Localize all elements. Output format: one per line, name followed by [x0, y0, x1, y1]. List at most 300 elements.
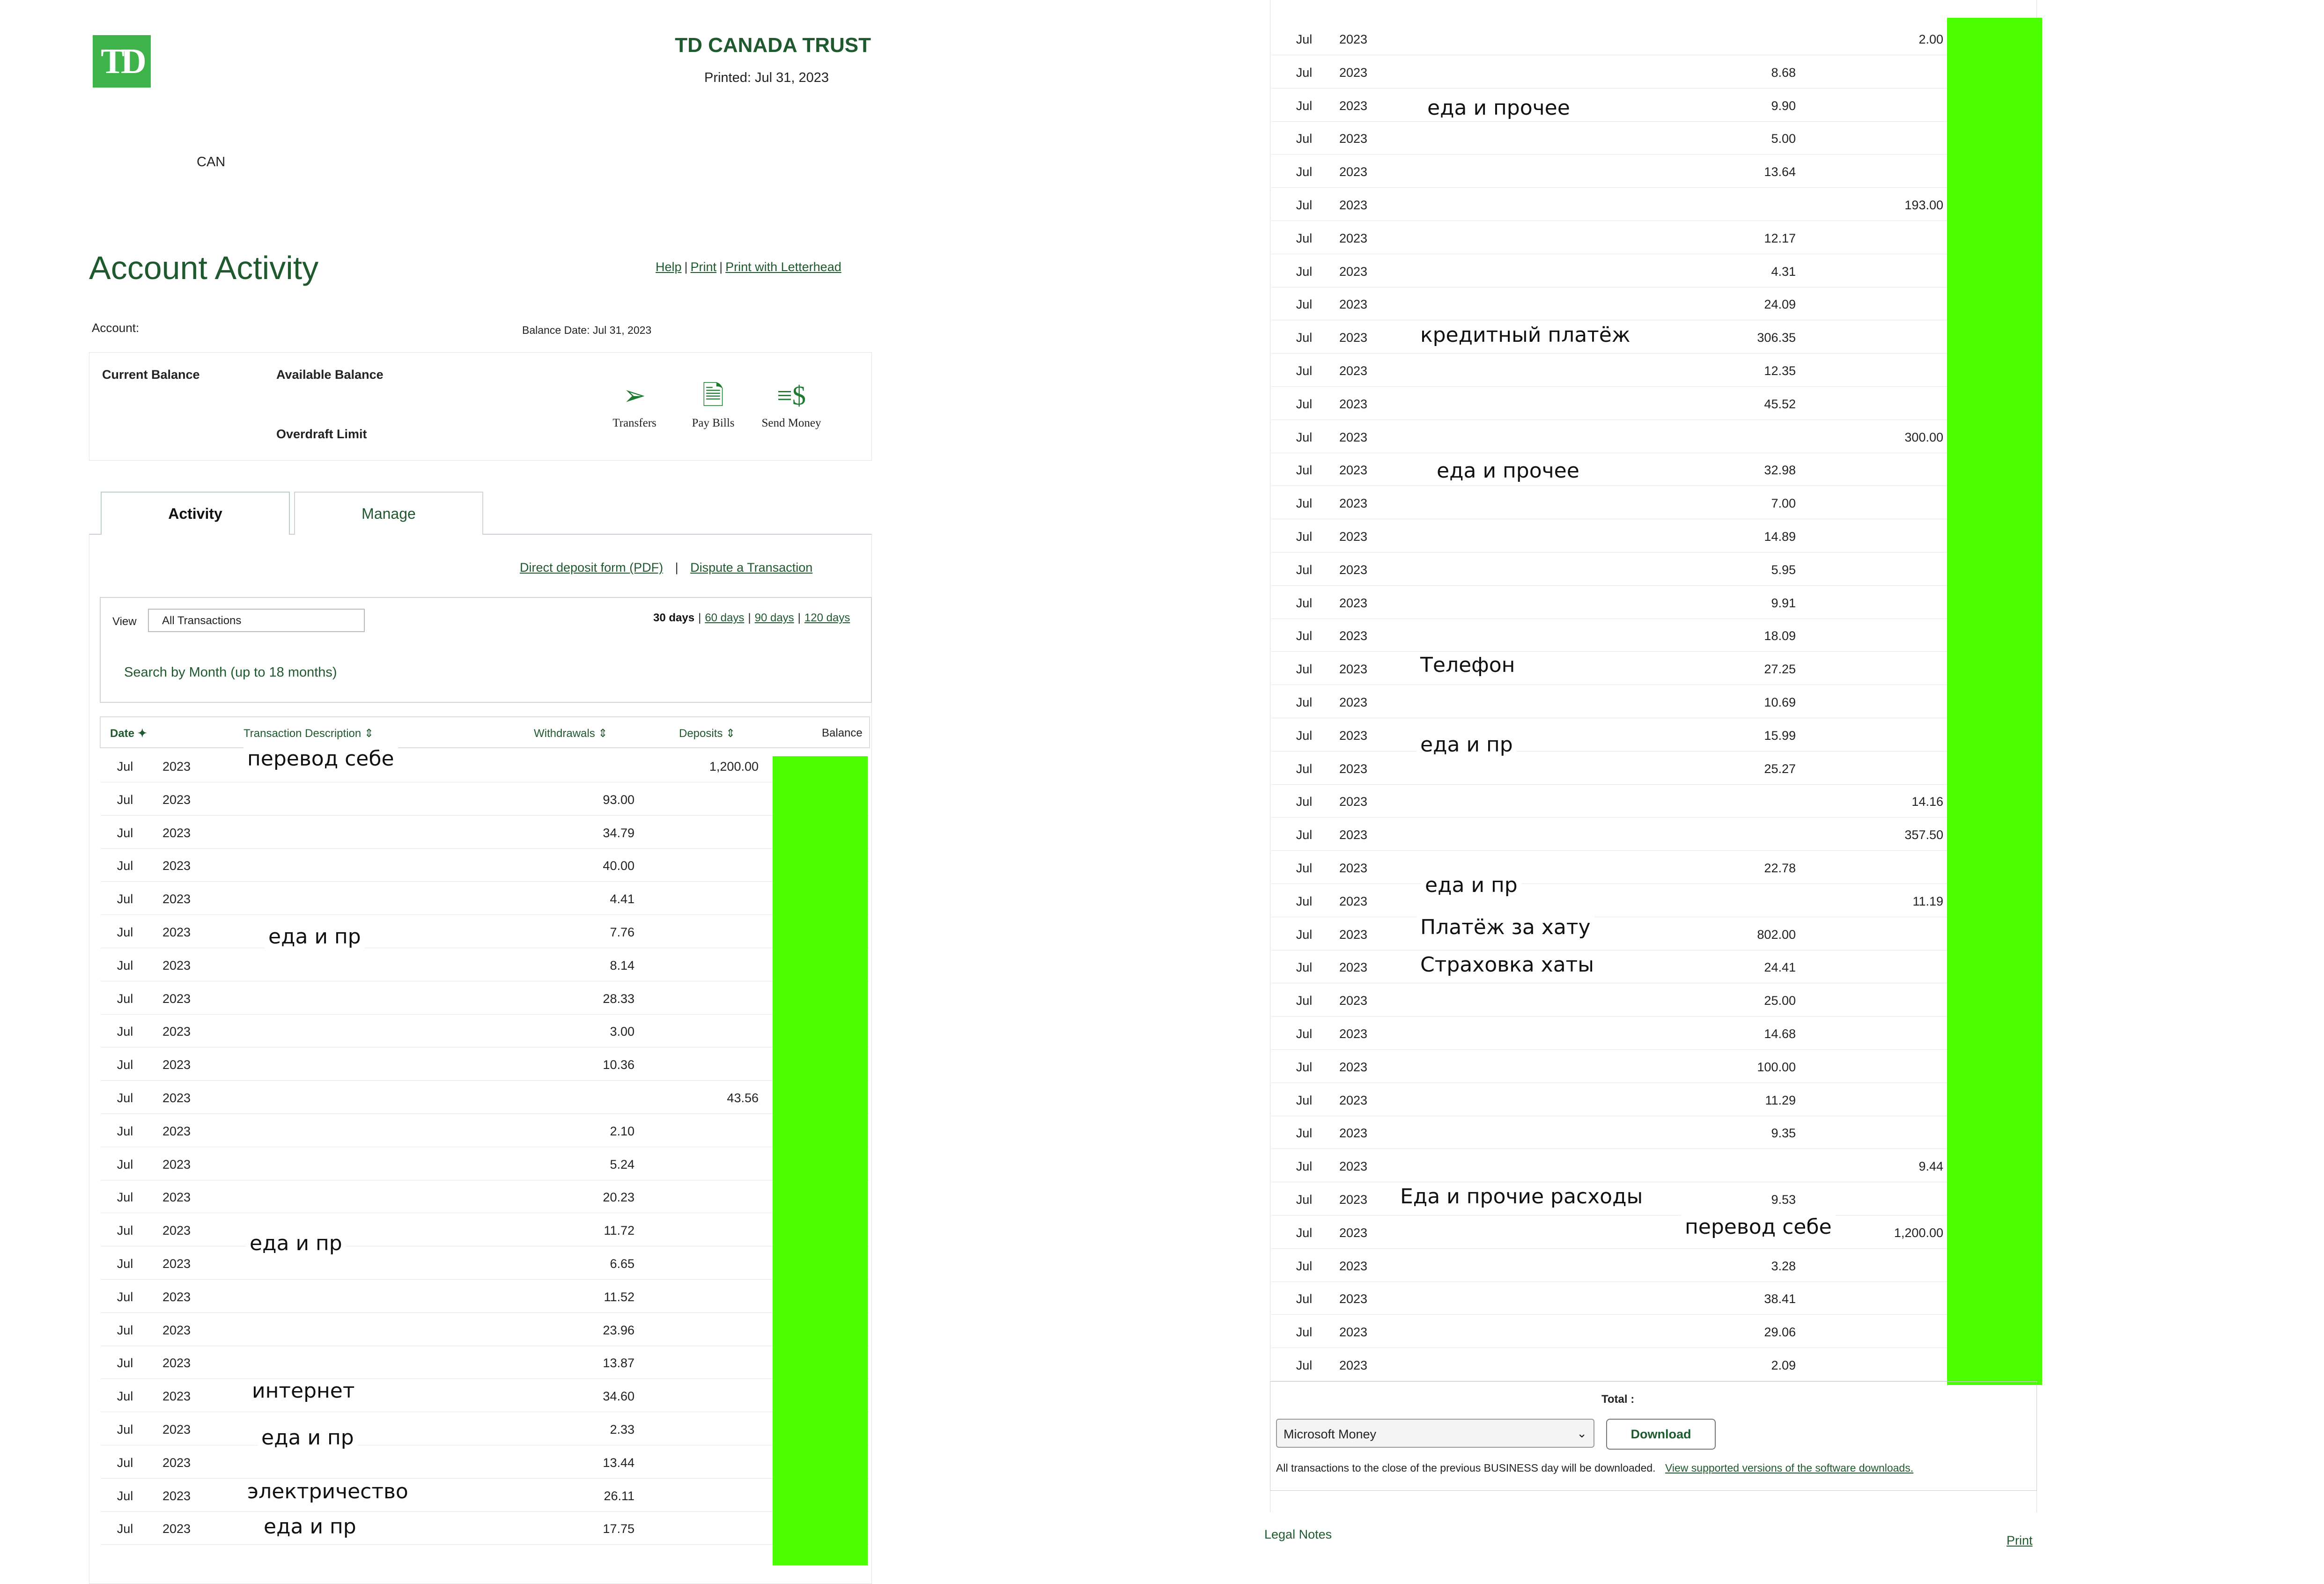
- table-row: [1271, 553, 2039, 586]
- row-year: 2023: [162, 1323, 191, 1337]
- row-deposit: 357.50: [1904, 828, 1943, 842]
- row-year: 2023: [1339, 364, 1368, 378]
- balance-summary: [89, 352, 872, 461]
- row-year: 2023: [1339, 1292, 1368, 1306]
- row-withdrawal: 5.95: [1771, 562, 1796, 577]
- row-month: Jul: [1296, 231, 1313, 245]
- annotation-label: Телефон: [1417, 653, 1519, 677]
- send-icon: ➢: [623, 380, 646, 411]
- table-row: [1271, 188, 2039, 221]
- row-month: Jul: [117, 892, 133, 906]
- chevron-down-icon: ⌄: [1577, 1426, 1587, 1440]
- table-row: [101, 1081, 869, 1114]
- send-money-action[interactable]: [756, 375, 826, 430]
- row-year: 2023: [1339, 530, 1368, 544]
- row-month: Jul: [1296, 861, 1313, 875]
- days-120[interactable]: 120 days: [804, 611, 850, 624]
- transfers-action[interactable]: [599, 375, 670, 430]
- send-money-label: Send Money: [761, 417, 821, 429]
- row-month: Jul: [117, 1024, 133, 1039]
- row-year: 2023: [162, 1356, 191, 1370]
- table-row: [1271, 22, 2039, 55]
- annotation-label: еда и пр: [1421, 873, 1521, 897]
- table-row: [1271, 354, 2039, 387]
- row-year: 2023: [162, 1024, 191, 1039]
- row-deposit: 193.00: [1904, 198, 1943, 212]
- table-row: [1271, 155, 2039, 188]
- row-year: 2023: [162, 1091, 191, 1105]
- row-month: Jul: [1296, 463, 1313, 478]
- row-withdrawal: 12.35: [1764, 364, 1796, 378]
- table-row: [1271, 818, 2039, 851]
- col-withdrawals[interactable]: Withdrawals ⇕: [534, 727, 608, 740]
- dispute-link[interactable]: Dispute a Transaction: [690, 560, 813, 575]
- row-withdrawal: 23.96: [603, 1323, 634, 1337]
- row-withdrawal: 29.06: [1764, 1325, 1796, 1340]
- col-deposits[interactable]: Deposits ⇕: [679, 727, 736, 740]
- total-label: Total :: [1601, 1393, 1635, 1406]
- row-withdrawal: 13.44: [603, 1455, 634, 1470]
- row-month: Jul: [1296, 728, 1313, 743]
- row-month: Jul: [1296, 994, 1313, 1008]
- row-withdrawal: 6.65: [610, 1257, 634, 1271]
- row-year: 2023: [1339, 828, 1368, 842]
- row-year: 2023: [1339, 1126, 1368, 1141]
- send-money-icon: ≡$: [777, 380, 806, 411]
- row-month: Jul: [1296, 1225, 1313, 1240]
- row-year: 2023: [1339, 695, 1368, 709]
- download-format-value: Microsoft Money: [1284, 1427, 1377, 1441]
- row-year: 2023: [1339, 331, 1368, 345]
- row-year: 2023: [162, 1058, 191, 1072]
- table-row: [1271, 287, 2039, 320]
- transfers-label: Transfers: [612, 417, 657, 429]
- table-row: [101, 1047, 869, 1081]
- row-year: 2023: [162, 958, 191, 973]
- row-year: 2023: [162, 1522, 191, 1536]
- row-year: 2023: [1339, 132, 1368, 146]
- bill-icon: 🗎: [702, 380, 724, 411]
- row-withdrawal: 10.69: [1764, 695, 1796, 709]
- row-year: 2023: [162, 1124, 191, 1138]
- row-deposit: 300.00: [1904, 430, 1943, 444]
- table-row: [1271, 884, 2039, 917]
- help-link[interactable]: Help: [656, 260, 682, 274]
- table-row: [101, 1346, 869, 1379]
- row-withdrawal: 7.76: [610, 925, 634, 939]
- row-month: Jul: [1296, 1060, 1313, 1074]
- row-withdrawal: 3.00: [610, 1024, 634, 1039]
- row-month: Jul: [117, 1455, 133, 1470]
- row-month: Jul: [1296, 165, 1313, 179]
- row-withdrawal: 2.09: [1771, 1358, 1796, 1372]
- row-deposit: 43.56: [727, 1091, 759, 1105]
- row-month: Jul: [1296, 596, 1313, 610]
- row-deposit: 2.00: [1918, 32, 1943, 46]
- print-link[interactable]: Print: [690, 260, 717, 274]
- row-month: Jul: [1296, 1126, 1313, 1141]
- balance-date: Balance Date: Jul 31, 2023: [522, 324, 652, 336]
- direct-deposit-link[interactable]: Direct deposit form (PDF): [520, 560, 664, 575]
- table-row: [1271, 387, 2039, 420]
- row-withdrawal: 34.60: [603, 1389, 634, 1404]
- page-title: Account Activity: [89, 250, 319, 286]
- row-withdrawal: 45.52: [1764, 397, 1796, 411]
- col-balance: Balance: [822, 727, 863, 739]
- annotation-label: Еда и прочие расходы: [1396, 1185, 1646, 1208]
- row-year: 2023: [162, 991, 191, 1006]
- row-deposit: 1,200.00: [709, 759, 759, 774]
- row-withdrawal: 8.68: [1771, 65, 1796, 80]
- row-withdrawal: 4.31: [1771, 264, 1796, 279]
- row-withdrawal: 26.11: [604, 1488, 634, 1503]
- row-year: 2023: [1339, 165, 1368, 179]
- row-month: Jul: [1296, 795, 1313, 809]
- row-withdrawal: 8.14: [610, 958, 634, 973]
- row-month: Jul: [117, 1124, 133, 1138]
- row-month: Jul: [1296, 828, 1313, 842]
- row-year: 2023: [1339, 1225, 1368, 1240]
- row-withdrawal: 14.89: [1764, 530, 1796, 544]
- available-balance-label: Available Balance: [276, 368, 384, 382]
- table-row: [1271, 121, 2039, 155]
- row-month: Jul: [1296, 629, 1313, 643]
- row-year: 2023: [1339, 397, 1368, 411]
- table-row: [101, 816, 869, 849]
- table-row: [1271, 1249, 2039, 1282]
- days-filter: 30 days | 60 days | 90 days | 120 days: [653, 611, 850, 624]
- row-deposit: 1,200.00: [1894, 1225, 1943, 1240]
- row-month: Jul: [117, 859, 133, 873]
- row-month: Jul: [117, 1356, 133, 1370]
- row-year: 2023: [162, 1488, 191, 1503]
- row-month: Jul: [117, 1323, 133, 1337]
- row-month: Jul: [117, 1389, 133, 1404]
- table-row: [1271, 519, 2039, 553]
- table-row: [1271, 453, 2039, 486]
- table-row: [101, 1280, 869, 1313]
- row-withdrawal: 11.72: [604, 1223, 634, 1238]
- row-year: 2023: [1339, 795, 1368, 809]
- row-month: Jul: [1296, 761, 1313, 776]
- row-withdrawal: 34.79: [603, 825, 634, 840]
- row-month: Jul: [1296, 695, 1313, 709]
- balance-redaction-right: [1947, 18, 2042, 1385]
- table-row: [1271, 652, 2039, 685]
- table-row: [101, 915, 869, 948]
- table-row: [1271, 586, 2039, 619]
- row-year: 2023: [1339, 861, 1368, 875]
- row-withdrawal: 25.27: [1764, 761, 1796, 776]
- tab-activity[interactable]: Activity: [101, 492, 290, 535]
- panel-links: Direct deposit form (PDF) | Dispute a Transaction: [520, 560, 813, 575]
- table-row: [101, 948, 869, 981]
- row-withdrawal: 24.09: [1764, 297, 1796, 312]
- supported-versions-link[interactable]: View supported versions of the software downloads.: [1665, 1462, 1914, 1474]
- annotation-label: перевод себе: [1681, 1215, 1836, 1239]
- row-month: Jul: [117, 991, 133, 1006]
- row-withdrawal: 10.36: [603, 1058, 634, 1072]
- table-row: [1271, 718, 2039, 751]
- annotation-label: еда и пр: [246, 1231, 346, 1255]
- row-year: 2023: [162, 892, 191, 906]
- row-withdrawal: 100.00: [1757, 1060, 1796, 1074]
- row-year: 2023: [1339, 32, 1368, 46]
- row-withdrawal: 93.00: [603, 792, 634, 807]
- account-label: Account:: [92, 321, 140, 335]
- annotation-label: перевод себе: [243, 747, 398, 771]
- table-row: [101, 848, 869, 882]
- row-withdrawal: 20.23: [603, 1190, 634, 1205]
- row-year: 2023: [1339, 1027, 1368, 1041]
- annotation-label: еда и пр: [265, 925, 365, 949]
- row-year: 2023: [1339, 960, 1368, 975]
- table-row: [101, 1246, 869, 1280]
- row-month: Jul: [117, 1190, 133, 1205]
- annotation-label: кредитный платёж: [1417, 323, 1634, 347]
- row-withdrawal: 22.78: [1764, 861, 1796, 875]
- row-withdrawal: 4.41: [610, 892, 634, 906]
- row-withdrawal: 18.09: [1764, 629, 1796, 643]
- row-year: 2023: [162, 1389, 191, 1404]
- row-month: Jul: [117, 1522, 133, 1536]
- table-row: [1271, 1017, 2039, 1050]
- col-date[interactable]: Date ✦: [110, 727, 147, 740]
- annotation-label: еда и прочее: [1433, 459, 1583, 483]
- row-year: 2023: [162, 825, 191, 840]
- row-year: 2023: [1339, 496, 1368, 511]
- annotation-label: Платёж за хату: [1417, 915, 1594, 939]
- row-year: 2023: [162, 1190, 191, 1205]
- annotation-label: еда и пр: [260, 1515, 360, 1539]
- table-row: [1271, 221, 2039, 254]
- table-row: [101, 1147, 869, 1180]
- row-month: Jul: [1296, 927, 1313, 942]
- table-row: [1271, 950, 2039, 983]
- table-row: [101, 1445, 869, 1479]
- row-withdrawal: 15.99: [1764, 728, 1796, 743]
- row-year: 2023: [1339, 430, 1368, 444]
- table-row: [101, 1511, 869, 1545]
- table-row: [101, 1114, 869, 1147]
- row-year: 2023: [1339, 65, 1368, 80]
- bank-name: TD CANADA TRUST: [675, 34, 871, 57]
- row-withdrawal: 13.87: [603, 1356, 634, 1370]
- table-row: [101, 1412, 869, 1445]
- row-month: Jul: [1296, 430, 1313, 444]
- row-year: 2023: [1339, 98, 1368, 113]
- table-row: [101, 749, 869, 782]
- row-month: Jul: [1296, 198, 1313, 212]
- row-year: 2023: [1339, 1093, 1368, 1107]
- tab-manage[interactable]: Manage: [294, 492, 483, 535]
- view-select[interactable]: All Transactions: [148, 609, 365, 632]
- annotation-label: еда и пр: [258, 1426, 358, 1450]
- table-row: [1271, 751, 2039, 785]
- row-month: Jul: [1296, 1159, 1313, 1174]
- row-year: 2023: [162, 925, 191, 939]
- row-year: 2023: [162, 1455, 191, 1470]
- table-row: [1271, 983, 2039, 1017]
- row-year: 2023: [1339, 231, 1368, 245]
- row-month: Jul: [117, 1223, 133, 1238]
- current-balance-label: Current Balance: [102, 368, 200, 382]
- row-year: 2023: [1339, 1259, 1368, 1273]
- days-60[interactable]: 60 days: [705, 611, 745, 624]
- table-row: [101, 1180, 869, 1213]
- download-note: [1276, 1462, 1913, 1474]
- table-row: [1271, 784, 2039, 818]
- row-withdrawal: 12.17: [1764, 231, 1796, 245]
- col-description[interactable]: Transaction Description ⇕: [243, 727, 374, 740]
- print-letterhead-link[interactable]: Print with Letterhead: [725, 260, 841, 274]
- download-note-text: All transactions to the close of the previous BUSINESS day will be downloaded.: [1276, 1462, 1656, 1474]
- table-row: [101, 1379, 869, 1412]
- table-row: [1271, 619, 2039, 652]
- top-links: Help | Print | Print with Letterhead: [656, 260, 841, 274]
- row-month: Jul: [117, 1488, 133, 1503]
- balance-redaction-left: [773, 756, 868, 1565]
- row-year: 2023: [1339, 297, 1368, 312]
- row-year: 2023: [162, 1289, 191, 1304]
- row-year: 2023: [1339, 562, 1368, 577]
- table-row: [1271, 1315, 2039, 1348]
- row-withdrawal: 40.00: [603, 859, 634, 873]
- row-withdrawal: 28.33: [603, 991, 634, 1006]
- table-row: [1271, 1116, 2039, 1149]
- row-year: 2023: [162, 1257, 191, 1271]
- row-year: 2023: [1339, 662, 1368, 677]
- row-withdrawal: 32.98: [1764, 463, 1796, 478]
- annotation-label: интернет: [248, 1379, 358, 1403]
- table-row: [1271, 1083, 2039, 1116]
- row-year: 2023: [162, 859, 191, 873]
- row-year: 2023: [1339, 994, 1368, 1008]
- row-withdrawal: 802.00: [1757, 927, 1796, 942]
- row-month: Jul: [1296, 894, 1313, 908]
- row-withdrawal: 9.53: [1771, 1193, 1796, 1207]
- days-30[interactable]: 30 days: [653, 611, 695, 624]
- row-month: Jul: [1296, 1358, 1313, 1372]
- view-label: View: [112, 615, 137, 628]
- row-withdrawal: 3.28: [1771, 1259, 1796, 1273]
- table-row: [101, 1213, 869, 1246]
- row-year: 2023: [1339, 1060, 1368, 1074]
- download-button[interactable]: Download: [1606, 1419, 1716, 1450]
- row-year: 2023: [1339, 1325, 1368, 1340]
- table-row: [1271, 917, 2039, 950]
- row-withdrawal: 11.29: [1765, 1093, 1796, 1107]
- row-withdrawal: 5.00: [1771, 132, 1796, 146]
- row-month: Jul: [1296, 98, 1313, 113]
- row-year: 2023: [1339, 894, 1368, 908]
- table-row: [101, 1014, 869, 1047]
- row-withdrawal: 25.00: [1764, 994, 1796, 1008]
- row-withdrawal: 306.35: [1757, 331, 1796, 345]
- row-withdrawal: 9.90: [1771, 98, 1796, 113]
- print-bottom-link[interactable]: Print: [2007, 1533, 2033, 1547]
- annotation-label: Страховка хаты: [1417, 953, 1598, 977]
- table-row: [101, 1313, 869, 1346]
- table-row: [101, 882, 869, 915]
- row-year: 2023: [1339, 198, 1368, 212]
- row-month: Jul: [1296, 1193, 1313, 1207]
- row-month: Jul: [1296, 397, 1313, 411]
- row-month: Jul: [1296, 32, 1313, 46]
- legal-notes-link[interactable]: Legal Notes: [1264, 1527, 1332, 1541]
- row-year: 2023: [1339, 1193, 1368, 1207]
- row-month: Jul: [1296, 132, 1313, 146]
- row-year: 2023: [162, 792, 191, 807]
- pay-bills-action[interactable]: [678, 375, 748, 430]
- row-year: 2023: [1339, 629, 1368, 643]
- row-month: Jul: [1296, 662, 1313, 677]
- download-format-select[interactable]: [1276, 1419, 1594, 1448]
- row-month: Jul: [1296, 364, 1313, 378]
- table-row: [101, 981, 869, 1015]
- days-90[interactable]: 90 days: [754, 611, 794, 624]
- row-withdrawal: 5.24: [610, 1157, 634, 1171]
- row-month: Jul: [117, 1422, 133, 1437]
- row-year: 2023: [162, 1223, 191, 1238]
- row-month: Jul: [1296, 297, 1313, 312]
- row-withdrawal: 14.68: [1764, 1027, 1796, 1041]
- pay-bills-label: Pay Bills: [692, 417, 735, 429]
- table-row: [1271, 55, 2039, 88]
- row-withdrawal: 9.35: [1771, 1126, 1796, 1141]
- row-month: Jul: [117, 1091, 133, 1105]
- row-deposit: 9.44: [1918, 1159, 1943, 1174]
- table-row: [101, 1479, 869, 1512]
- row-withdrawal: 7.00: [1771, 496, 1796, 511]
- table-row: [1271, 254, 2039, 287]
- row-month: Jul: [117, 1289, 133, 1304]
- row-year: 2023: [1339, 264, 1368, 279]
- row-month: Jul: [1296, 496, 1313, 511]
- row-withdrawal: 2.33: [610, 1422, 634, 1437]
- row-month: Jul: [1296, 264, 1313, 279]
- table-row: [1271, 1282, 2039, 1315]
- row-year: 2023: [1339, 596, 1368, 610]
- row-year: 2023: [162, 1157, 191, 1171]
- row-withdrawal: 11.52: [604, 1289, 634, 1304]
- table-row: [1271, 420, 2039, 453]
- table-row: [1271, 1050, 2039, 1083]
- row-month: Jul: [117, 925, 133, 939]
- table-row: [1271, 685, 2039, 718]
- row-month: Jul: [117, 1257, 133, 1271]
- annotation-label: еда и пр: [1417, 733, 1517, 757]
- row-month: Jul: [1296, 1292, 1313, 1306]
- annotation-label: электричество: [243, 1480, 412, 1503]
- row-year: 2023: [1339, 463, 1368, 478]
- table-row: [1271, 1216, 2039, 1249]
- row-month: Jul: [1296, 562, 1313, 577]
- row-withdrawal: 2.10: [610, 1124, 634, 1138]
- row-month: Jul: [1296, 960, 1313, 975]
- table-row: [1271, 851, 2039, 884]
- row-withdrawal: 9.91: [1771, 596, 1796, 610]
- search-by-month-link[interactable]: Search by Month (up to 18 months): [124, 665, 337, 680]
- row-deposit: 14.16: [1911, 795, 1943, 809]
- row-year: 2023: [1339, 1159, 1368, 1174]
- row-month: Jul: [117, 759, 133, 774]
- row-year: 2023: [1339, 927, 1368, 942]
- row-month: Jul: [1296, 1259, 1313, 1273]
- row-month: Jul: [117, 1157, 133, 1171]
- row-withdrawal: 27.25: [1764, 662, 1796, 677]
- row-withdrawal: 17.75: [603, 1522, 634, 1536]
